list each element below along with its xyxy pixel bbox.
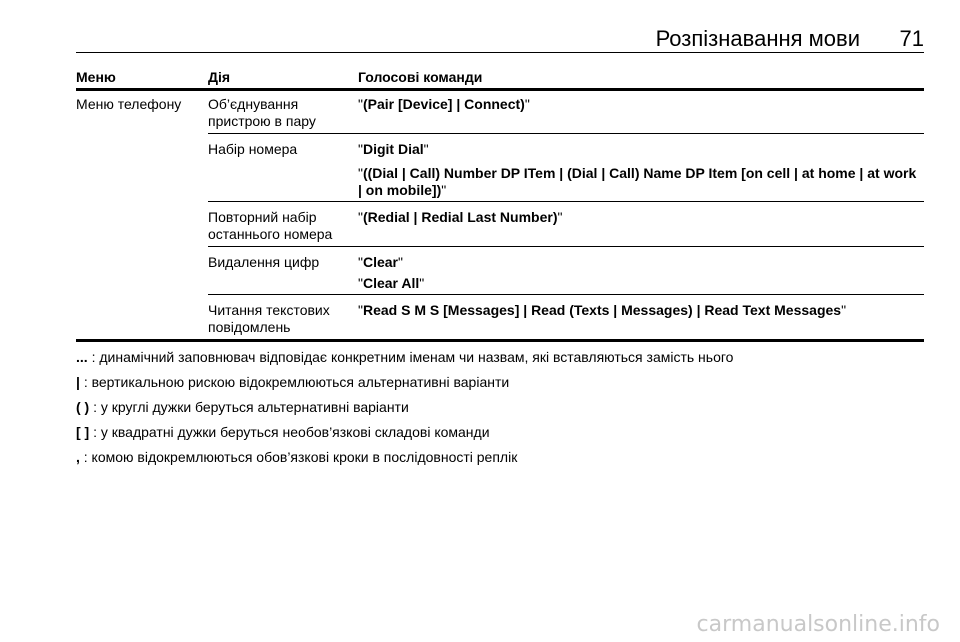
column-header-menu: Меню	[76, 69, 116, 85]
voice-command: "(Pair [Device] | Connect)"	[358, 96, 530, 112]
voice-command: "Digit Dial"	[358, 141, 429, 157]
legend-item: , : комою відокремлюються обов’язкові кроки в послідовності реплік	[76, 449, 518, 465]
table-row-action: Повторний набір останнього номера	[208, 209, 333, 242]
legend-item: ... : динамічний заповнювач відповідає конкретним іменам чи назвам, які вставляються замість нього	[76, 349, 734, 365]
row-divider	[208, 133, 924, 134]
voice-command: "Clear All"	[358, 275, 425, 291]
column-header-commands: Голосові команди	[358, 69, 483, 85]
page-title: Розпізнавання мови	[655, 26, 860, 51]
table-header-rule	[76, 88, 924, 91]
voice-command: "Clear"	[358, 254, 403, 270]
row-divider	[208, 201, 924, 202]
table-bottom-rule	[76, 339, 924, 342]
table-row-action: Об’єднування пристрою в пару	[208, 96, 316, 129]
legend-item: | : вертикальною рискою відокремлюються альтернативні варіанти	[76, 374, 510, 390]
voice-command: "Read S M S [Messages] | Read (Texts | Messages) | Read Text Messages"	[358, 302, 847, 318]
row-divider	[208, 294, 924, 295]
table-row-action: Видалення цифр	[208, 254, 320, 270]
table-row-action: Набір номера	[208, 141, 298, 157]
watermark: carmanualsonline.info	[696, 612, 940, 637]
header-divider	[76, 52, 924, 53]
voice-command: "((Dial | Call) Number DP ITem | (Dial | Call) Name DP Item [on cell | at home | at work | on mobile])"	[358, 165, 917, 198]
voice-command: "(Redial | Redial Last Number)"	[358, 209, 563, 225]
legend-item: [ ] : у квадратні дужки беруться необов’язкові складові команди	[76, 424, 490, 440]
table-row-action: Читання текстових повідомлень	[208, 302, 330, 335]
row-divider	[208, 246, 924, 247]
menu-cell: Меню телефону	[76, 96, 182, 112]
page-number: 71	[899, 26, 924, 51]
column-header-action: Дія	[208, 69, 231, 85]
legend-item: ( ) : у круглі дужки беруться альтернативні варіанти	[76, 399, 409, 415]
